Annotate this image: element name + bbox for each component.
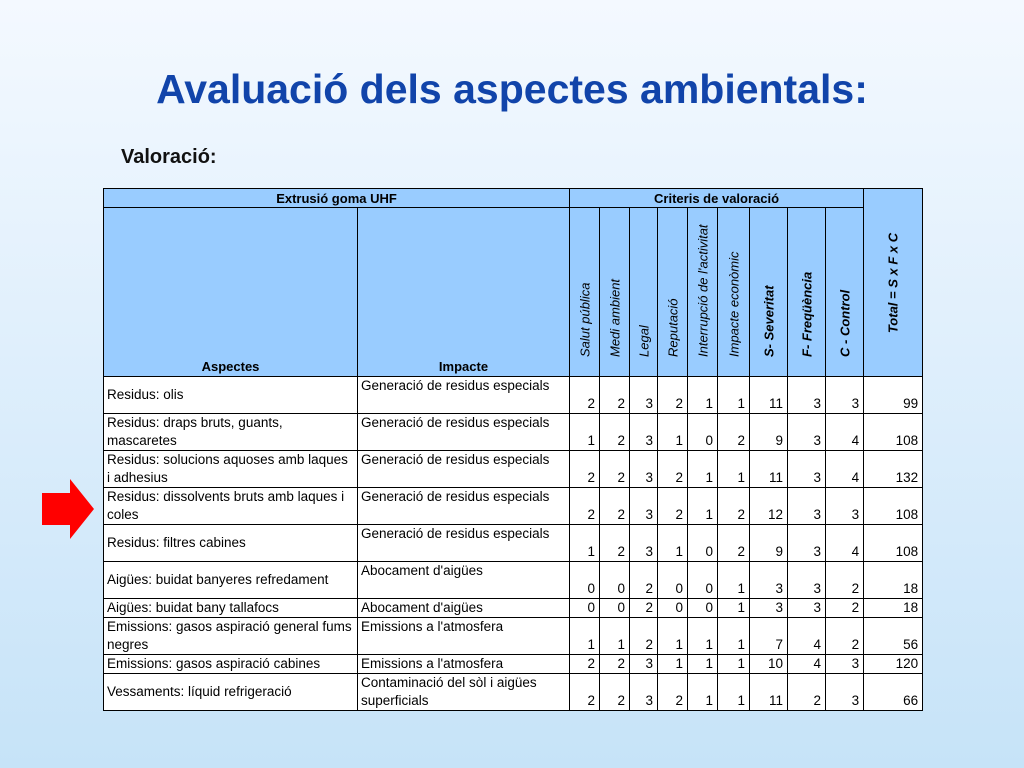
table-body	[104, 377, 923, 711]
cell-value: 1	[658, 655, 688, 674]
cell-value: 1	[718, 618, 750, 655]
table-row	[104, 618, 923, 655]
red-arrow-right-icon	[42, 479, 94, 539]
cell-aspecte: Vessaments: líquid refrigeració	[104, 674, 358, 711]
cell-value: 3	[630, 451, 658, 488]
table-row	[104, 377, 923, 414]
cell-value: 2	[630, 599, 658, 618]
cell-value: 0	[570, 562, 600, 599]
cell-value: 3	[630, 674, 658, 711]
slide-subtitle: Valoració:	[121, 146, 217, 168]
cell-value: 12	[750, 488, 788, 525]
cell-value: 2	[600, 655, 630, 674]
evaluation-table	[103, 188, 923, 711]
cell-value: 11	[750, 674, 788, 711]
cell-value: 2	[570, 451, 600, 488]
cell-value: 3	[788, 377, 826, 414]
cell-value: 1	[658, 525, 688, 562]
cell-value: 1	[688, 377, 718, 414]
cell-value: 2	[658, 674, 688, 711]
cell-value: 2	[826, 599, 864, 618]
cell-total: 99	[864, 377, 923, 414]
group-header-criteris: Criteris de valoració	[570, 189, 864, 208]
cell-value: 3	[788, 414, 826, 451]
cell-value: 9	[750, 525, 788, 562]
cell-value: 3	[826, 377, 864, 414]
cell-value: 3	[826, 655, 864, 674]
cell-value: 10	[750, 655, 788, 674]
cell-value: 1	[600, 618, 630, 655]
cell-value: 2	[600, 488, 630, 525]
cell-value: 1	[718, 674, 750, 711]
cell-value: 1	[688, 451, 718, 488]
cell-aspecte: Emissions: gasos aspiració general fums negres	[104, 618, 358, 655]
cell-value: 4	[826, 525, 864, 562]
cell-impacte: Generació de residus especials	[358, 414, 570, 451]
col-header-criterion: Legal	[630, 208, 658, 377]
cell-impacte: Generació de residus especials	[358, 488, 570, 525]
cell-value: 1	[688, 655, 718, 674]
slide-title: Avaluació dels aspectes ambientals:	[156, 66, 868, 112]
cell-value: 1	[718, 562, 750, 599]
header-group-row	[104, 189, 923, 208]
cell-value: 2	[570, 674, 600, 711]
cell-value: 9	[750, 414, 788, 451]
cell-total: 108	[864, 525, 923, 562]
cell-value: 3	[750, 562, 788, 599]
cell-impacte: Emissions a l'atmosfera	[358, 655, 570, 674]
cell-aspecte: Aigües: buidat bany tallafocs	[104, 599, 358, 618]
cell-aspecte: Residus: filtres cabines	[104, 525, 358, 562]
cell-impacte: Abocament d'aigües	[358, 562, 570, 599]
col-header-aspectes: Aspectes	[104, 208, 358, 377]
cell-value: 0	[688, 562, 718, 599]
cell-value: 3	[630, 414, 658, 451]
cell-impacte: Abocament d'aigües	[358, 599, 570, 618]
cell-value: 2	[600, 377, 630, 414]
cell-value: 1	[718, 655, 750, 674]
cell-value: 2	[658, 451, 688, 488]
cell-value: 2	[600, 451, 630, 488]
col-header-criterion: Interrupció de l'activitat	[688, 208, 718, 377]
col-header-severitat: S- Severitat	[750, 208, 788, 377]
cell-value: 7	[750, 618, 788, 655]
cell-value: 11	[750, 377, 788, 414]
cell-value: 2	[826, 562, 864, 599]
cell-value: 2	[826, 618, 864, 655]
cell-value: 2	[600, 674, 630, 711]
col-header-total-label: Total = S x F x C	[885, 232, 901, 333]
cell-value: 3	[788, 562, 826, 599]
cell-value: 2	[658, 488, 688, 525]
cell-aspecte: Residus: draps bruts, guants, mascaretes	[104, 414, 358, 451]
cell-impacte: Generació de residus especials	[358, 377, 570, 414]
cell-value: 1	[658, 414, 688, 451]
cell-value: 2	[658, 377, 688, 414]
cell-impacte: Contaminació del sòl i aigües superficials	[358, 674, 570, 711]
cell-value: 1	[658, 618, 688, 655]
cell-value: 0	[570, 599, 600, 618]
cell-value: 3	[788, 451, 826, 488]
cell-value: 0	[658, 599, 688, 618]
header-columns-row	[104, 208, 923, 377]
table-row	[104, 562, 923, 599]
cell-value: 2	[718, 525, 750, 562]
cell-value: 1	[688, 618, 718, 655]
table-row	[104, 599, 923, 618]
cell-aspecte: Aigües: buidat banyeres refredament	[104, 562, 358, 599]
cell-total: 56	[864, 618, 923, 655]
table-row	[104, 451, 923, 488]
cell-value: 3	[788, 599, 826, 618]
col-header-control: C - Control	[826, 208, 864, 377]
cell-value: 1	[718, 451, 750, 488]
cell-value: 2	[630, 618, 658, 655]
cell-value: 3	[630, 488, 658, 525]
col-header-criterion: Reputació	[658, 208, 688, 377]
cell-value: 1	[688, 488, 718, 525]
table-row	[104, 674, 923, 711]
cell-value: 3	[630, 377, 658, 414]
col-header-criterion: Salut pública	[570, 208, 600, 377]
cell-aspecte: Residus: solucions aquoses amb laques i adhesius	[104, 451, 358, 488]
cell-value: 1	[718, 599, 750, 618]
cell-value: 1	[688, 674, 718, 711]
cell-value: 3	[630, 655, 658, 674]
cell-value: 2	[718, 488, 750, 525]
cell-total: 120	[864, 655, 923, 674]
cell-value: 0	[688, 414, 718, 451]
cell-aspecte: Residus: dissolvents bruts amb laques i coles	[104, 488, 358, 525]
group-header-extrusio: Extrusió goma UHF	[104, 189, 570, 208]
cell-value: 0	[600, 562, 630, 599]
cell-value: 3	[826, 674, 864, 711]
cell-total: 108	[864, 488, 923, 525]
col-header-impacte: Impacte	[358, 208, 570, 377]
col-header-total	[864, 189, 923, 377]
cell-total: 108	[864, 414, 923, 451]
cell-value: 3	[788, 488, 826, 525]
table-row	[104, 655, 923, 674]
cell-value: 3	[630, 525, 658, 562]
cell-value: 2	[718, 414, 750, 451]
cell-value: 1	[570, 525, 600, 562]
cell-value: 4	[788, 618, 826, 655]
cell-value: 2	[600, 525, 630, 562]
cell-total: 132	[864, 451, 923, 488]
table-row	[104, 414, 923, 451]
cell-total: 18	[864, 599, 923, 618]
table-row	[104, 488, 923, 525]
cell-value: 2	[570, 377, 600, 414]
cell-value: 2	[600, 414, 630, 451]
cell-value: 4	[826, 414, 864, 451]
cell-value: 1	[570, 618, 600, 655]
cell-value: 3	[750, 599, 788, 618]
cell-value: 4	[826, 451, 864, 488]
cell-value: 0	[688, 525, 718, 562]
cell-value: 2	[630, 562, 658, 599]
cell-total: 66	[864, 674, 923, 711]
cell-value: 2	[788, 674, 826, 711]
cell-impacte: Generació de residus especials	[358, 451, 570, 488]
cell-impacte: Emissions a l'atmosfera	[358, 618, 570, 655]
cell-aspecte: Emissions: gasos aspiració cabines	[104, 655, 358, 674]
cell-value: 0	[658, 562, 688, 599]
cell-value: 2	[570, 488, 600, 525]
col-header-criterion: Impacte econòmic	[718, 208, 750, 377]
cell-value: 0	[600, 599, 630, 618]
cell-value: 1	[718, 377, 750, 414]
cell-impacte: Generació de residus especials	[358, 525, 570, 562]
table-row	[104, 525, 923, 562]
cell-total: 18	[864, 562, 923, 599]
cell-value: 11	[750, 451, 788, 488]
col-header-criterion: Medi ambient	[600, 208, 630, 377]
col-header-frequencia: F- Freqüència	[788, 208, 826, 377]
cell-value: 3	[826, 488, 864, 525]
cell-value: 4	[788, 655, 826, 674]
cell-aspecte: Residus: olis	[104, 377, 358, 414]
cell-value: 0	[688, 599, 718, 618]
cell-value: 1	[570, 414, 600, 451]
cell-value: 2	[570, 655, 600, 674]
cell-value: 3	[788, 525, 826, 562]
